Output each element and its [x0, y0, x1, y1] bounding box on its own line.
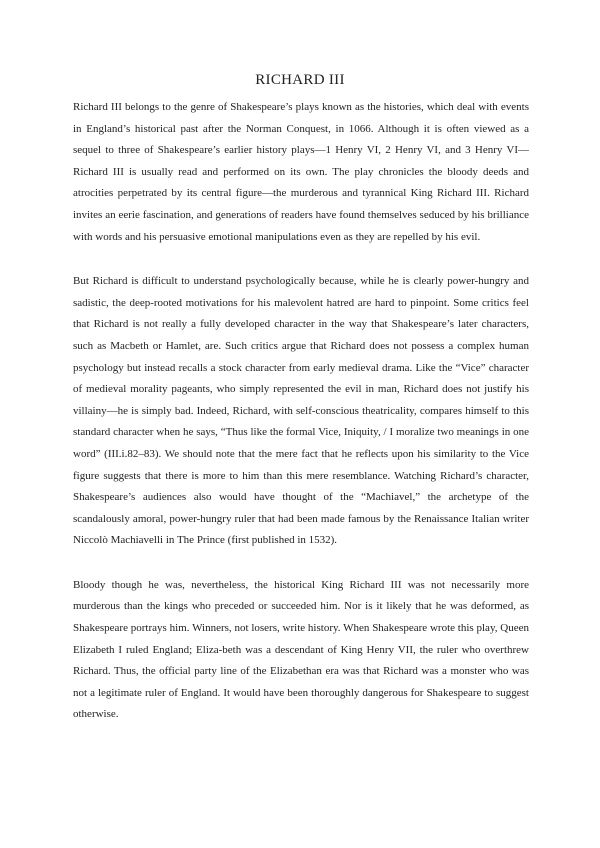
paragraph-1: Richard III belongs to the genre of Shakespeare’s plays known as the histories, which deal with events in England’s historical past after the Norman Conquest, in 1066. Although it is often viewed as a sequel to three of Shakespeare’s earlier history plays—1 Henry VI, 2 Henry VI, and 3 Henry VI—Richard III is usually read and performed on its own. The play chronicles the bloody deeds and atrocities perpetrated by its central figure—the murderous and tyrannical King Richard III. Richard invites an eerie fascination, and generations of readers have found themselves seduced by his brilliance with words and his persuasive emotional manipulations even as they are repelled by his evil.: [73, 101, 529, 243]
page-title: RICHARD III: [255, 72, 345, 88]
document-body: [73, 97, 529, 726]
paragraph-3: Bloody though he was, nevertheless, the historical King Richard III was not necessarily more murderous than the kings who preceded or succeeded him. Nor is it likely that he was deformed, as Shakespeare portrays him. Winners, not losers, write history. When Shakespeare wrote this play, Queen Elizabeth I ruled England; Eliza-beth was a descendant of King Henry VII, the ruler who overthrew Richard. Thus, the official party line of the Elizabethan era was that Richard was a monster who was not a legitimate ruler of England. It would have been thoroughly dangerous for Shakespeare to suggest otherwise.: [73, 578, 529, 721]
paragraph-2: But Richard is difficult to understand psychologically because, while he is clearly power-hungry and sadistic, the deep-rooted motivations for his malevolent hatred are hard to pinpoint. Some critics feel that Richard is not really a fully developed character in the way that Shakespeare’s later characters, such as Macbeth or Hamlet, are. Such critics argue that Richard does not possess a complex human psychology but instead recalls a stock character from early medieval drama. Like the “Vice” character of medieval morality pageants, who simply represented the evil in man, Richard does not justify his villainy—he is simply bad. Indeed, Richard, with self-conscious theatricality, compares himself to this standard character when he says, “Thus like the formal Vice, Iniquity, / I moralize two meanings in one word” (III.i.82–83). We should note that the mere fact that he reflects upon his similarity to the Vice figure suggests that there is more to him than this mere resemblance. Watching Richard’s character, Shakespeare’s audiences also would have thought of the “Machiavel,” the archetype of the scandalously amoral, power-hungry ruler that had been made famous by the Renaissance Italian writer Niccolò Machiavelli in The Prince (first published in 1532).: [73, 275, 529, 547]
